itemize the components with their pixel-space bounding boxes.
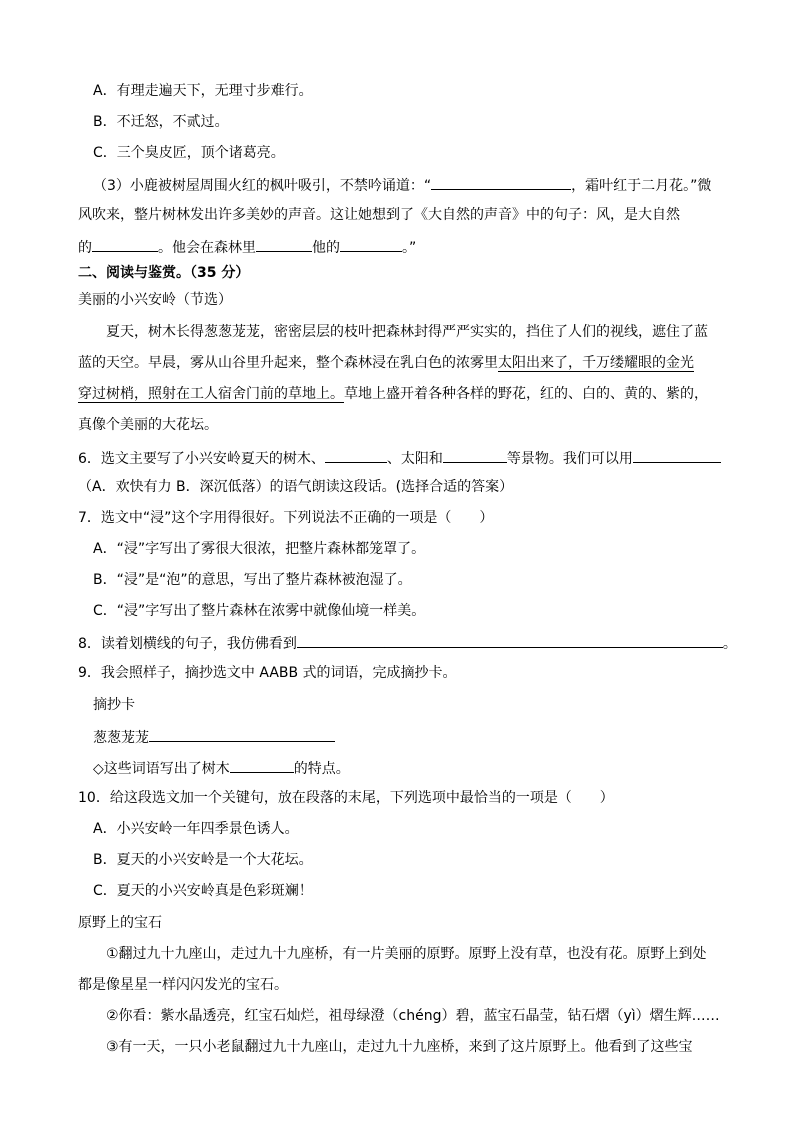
answer-blank[interactable] [340,236,402,252]
answer-blank[interactable] [92,236,158,252]
passage-line: 蓝的天空。早晨，雾从山谷里升起来，整个森林浸在乳白色的浓雾里太阳出来了，千万缕耀眼的金光 [78,355,694,371]
answer-blank[interactable] [230,757,294,773]
passage-line: 真像个美丽的大花坛。 [78,417,218,433]
card-example: 葱葱茏茏 [93,726,335,748]
passage2-line: ②你看：紫水晶透亮，红宝石灿烂，祖母绿澄（chéng）碧，蓝宝石晶莹，钻石熠（yì）熠生辉…… [106,1008,720,1024]
q6-stem: 6．选文主要写了小兴安岭夏天的树木、 、太阳和 等景物。我们可以用 [78,447,721,469]
q7-option-a: A．“浸”字写出了雾很大很浓，把整片森林都笼罩了。 [93,541,426,557]
answer-blank[interactable] [443,447,507,463]
q6-line2: （A．欢快有力 B．深沉低落）的语气朗读这段话。(选择合适的答案） [78,479,514,495]
passage2-line: 都是像星星一样闪闪发光的宝石。 [78,977,288,993]
answer-blank[interactable] [431,174,571,190]
q5-option-b: B．不迁怒，不贰过。 [93,114,229,130]
passage-line: 夏天，树木长得葱葱茏茏，密密层层的枝叶把森林封得严严实实的，挡住了人们的视线，遮住了蓝 [106,324,708,340]
q5-option-c: C．三个臭皮匠，顶个诸葛亮。 [93,145,285,161]
answer-blank[interactable] [297,632,723,648]
q10-option-a: A．小兴安岭一年四季景色诱人。 [93,821,299,837]
section-heading: 二、阅读与鉴赏。（35 分） [78,265,250,281]
q7-option-c: C．“浸”字写出了整片森林在浓雾中就像仙境一样美。 [93,603,426,619]
passage-line: 穿过树梢，照射在工人宿舍门前的草地上。草地上盛开着各种各样的野花，红的、白的、黄的、紫的， [78,386,708,402]
passage2-line: ③有一天，一只小老鼠翻过九十九座山，走过九十九座桥，来到了这片原野上。他看到了这些宝 [106,1039,693,1055]
passage2-line: ①翻过九十九座山，走过九十九座桥，有一片美丽的原野。原野上没有草，也没有花。原野上到处 [106,946,707,962]
q7-stem: 7．选文中“浸”这个字用得很好。下列说法不正确的一项是（ ） [78,510,494,526]
passage-title: 美丽的小兴安岭（节选） [78,292,232,308]
q5-sub3-line2: 风吹来，整片树林发出许多美妙的声音。这让她想到了《大自然的声音》中的句子：风，是大自然 [78,207,680,223]
card-title: 摘抄卡 [93,697,135,713]
q10-stem: 10．给这段选文加一个关键句，放在段落的末尾，下列选项中最恰当的一项是（ ） [78,790,614,806]
q10-option-c: C．夏天的小兴安岭真是色彩斑斓！ [93,883,313,899]
underlined-sentence: 穿过树梢，照射在工人宿舍门前的草地上。 [78,386,344,402]
passage2-title: 原野上的宝石 [78,915,162,931]
q5-sub3-line3: 的 。他会在森林里 他的 。” [78,236,416,258]
underlined-sentence: 太阳出来了，千万缕耀眼的金光 [498,355,694,371]
answer-blank[interactable] [256,236,312,252]
answer-blank[interactable] [633,447,721,463]
q8-stem: 8．读着划横线的句子，我仿佛看到 。 [78,632,737,654]
q5-option-a: A．有理走遍天下，无理寸步难行。 [93,83,313,99]
q10-option-b: B．夏天的小兴安岭是一个大花坛。 [93,852,313,868]
answer-blank[interactable] [325,447,387,463]
answer-blank[interactable] [149,726,335,742]
q7-option-b: B．“浸”是“泡”的意思，写出了整片森林被泡湿了。 [93,572,412,588]
q5-sub3-line1: （3）小鹿被树屋周围火红的枫叶吸引，不禁吟诵道：“ ，霜叶红于二月花。”微 [93,174,711,196]
q9-stem: 9．我会照样子，摘抄选文中 AABB 式的词语，完成摘抄卡。 [78,665,457,681]
card-note: ◇这些词语写出了树木 的特点。 [93,757,350,779]
